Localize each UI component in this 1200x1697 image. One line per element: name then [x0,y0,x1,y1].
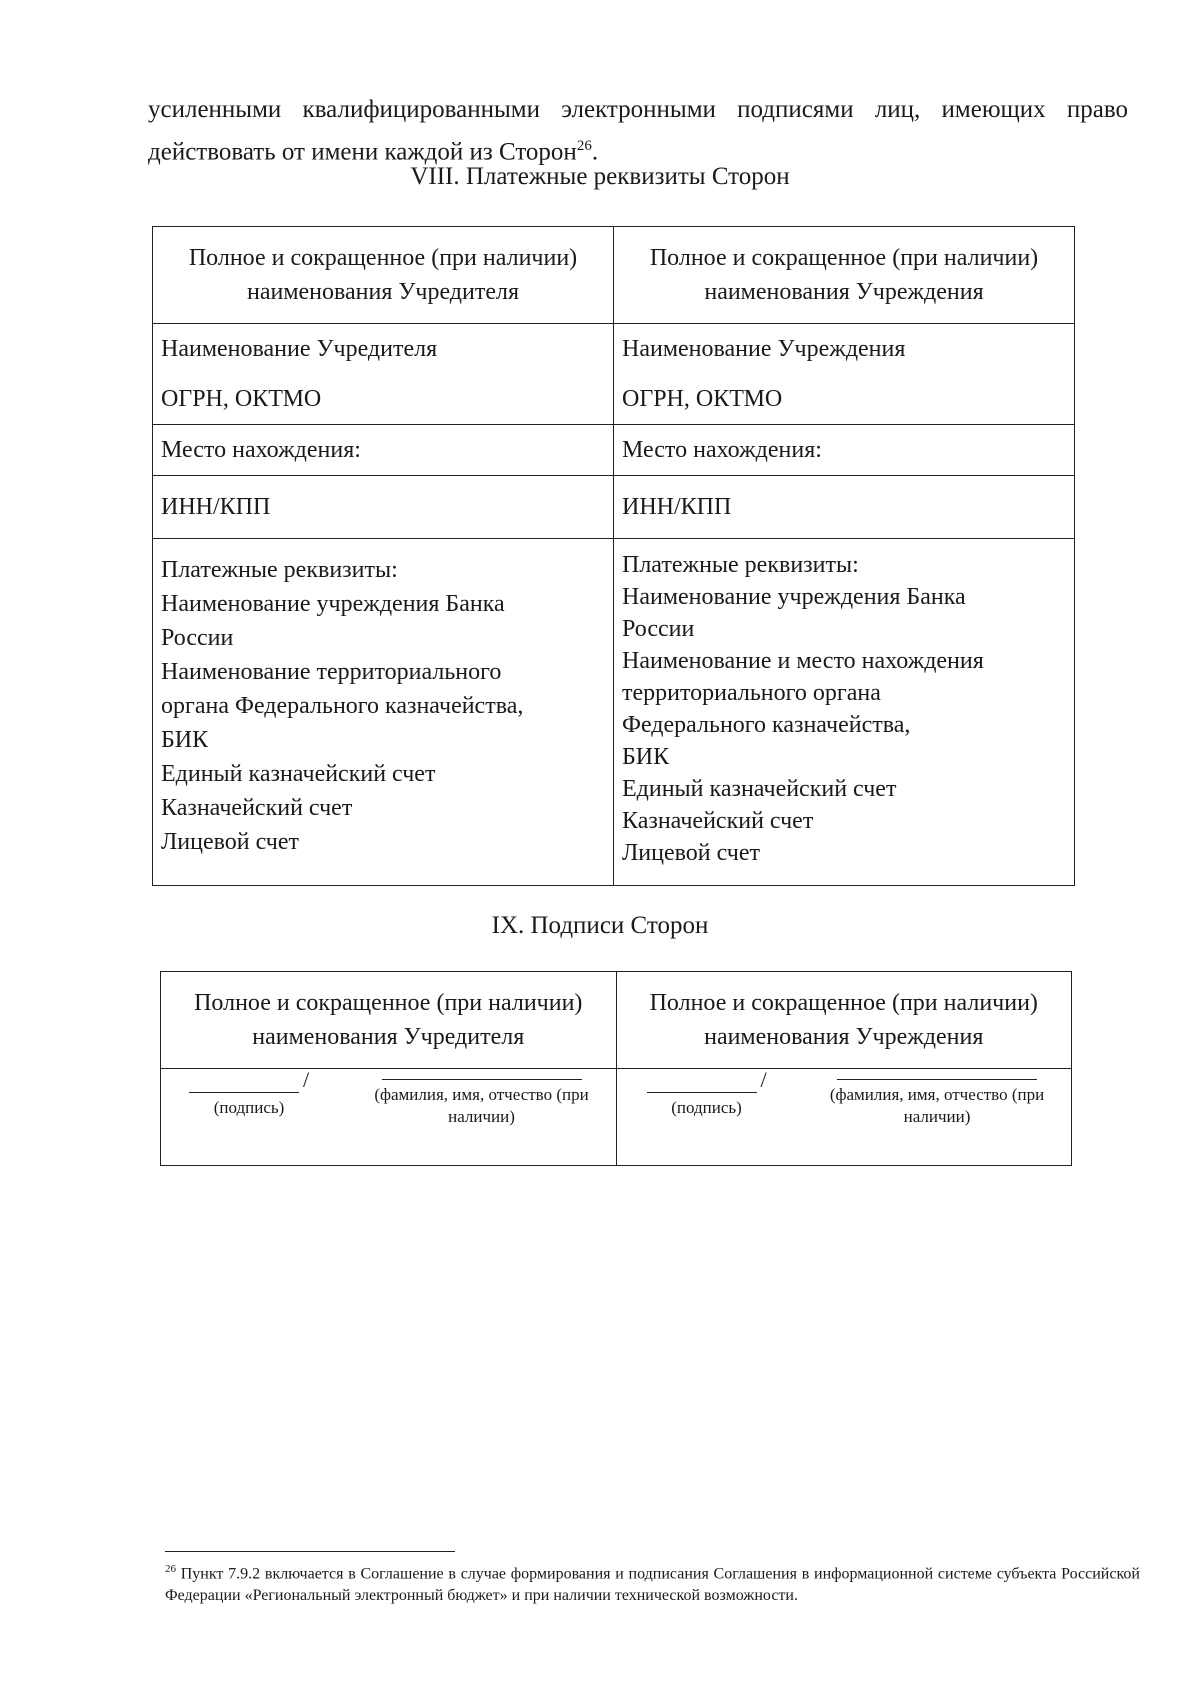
institution-header-cell: Полное и сокращенное (при наличии) наименования Учреждения [614,227,1075,324]
institution-requisites-line: Лицевой счет [622,840,761,866]
founder-requisites-line: Наименование территориального [161,659,502,685]
payment-requisites-table [152,226,1075,886]
institution-requisites-line: БИК [622,744,670,770]
founder-name-label: Наименование Учредителя [161,336,438,362]
institution-requisites-line: Платежные реквизиты: [622,552,859,578]
table-row [153,476,1075,539]
name-label: (фамилия, имя, отчество (при наличии) [374,1085,589,1126]
institution-requisites-line: Федерального казначейства, [622,712,911,738]
institution-signature-header: Полное и сокращенное (при наличии) наименования Учреждения [616,972,1072,1069]
founder-location-cell: Место нахождения: [153,425,614,476]
founder-requisites-line: органа Федерального казначейства, [161,693,524,719]
slash-separator: / [760,1067,767,1092]
footnote-text: Пункт 7.9.2 включается в Соглашение в случае формирования и подписания Соглашения в информационной системе субъекта Российской Федерации «Региональный электронный бюджет» и при наличии технической возможности. [165,1565,1140,1605]
signature-label: (подпись) [213,1098,285,1117]
table-row [161,972,1072,1069]
institution-inn-cell: ИНН/КПП [614,476,1075,539]
institution-requisites-line: территориального органа [622,680,881,706]
table-row [153,425,1075,476]
founder-inn-cell: ИНН/КПП [153,476,614,539]
founder-requisites-line: России [161,625,234,651]
founder-requisites-cell [153,539,614,886]
footnote-number: 26 [165,1563,176,1575]
section-8-heading: VIII. Платежные реквизиты Сторон [410,163,790,190]
signature-label: (подпись) [671,1098,742,1117]
signatures-table [160,971,1072,1166]
founder-requisites-line: Единый казначейский счет [161,761,436,787]
table-row [153,539,1075,886]
founder-requisites-line: Казначейский счет [161,795,353,821]
table-row [153,227,1075,324]
institution-requisites-line: Наименование и место нахождения [622,648,984,674]
slash-separator: / [303,1067,310,1092]
footnote-reference: 26 [576,138,592,154]
institution-name-cell [614,324,1075,425]
name-line [382,1079,582,1080]
institution-requisites-line: Единый казначейский счет [622,776,897,802]
footnote-divider [165,1551,455,1552]
founder-ogrn-label: ОГРН, ОКТМО [161,386,322,412]
founder-signature-field [189,1067,310,1119]
founder-name-cell [153,324,614,425]
founder-signature-header: Полное и сокращенное (при наличии) наименования Учредителя [161,972,617,1069]
footnote [165,1558,1140,1607]
name-label: (фамилия, имя, отчество (при наличии) [829,1085,1045,1126]
institution-ogrn-label: ОГРН, ОКТМО [622,386,783,412]
institution-requisites-line: России [622,616,695,642]
institution-signature-field [647,1067,767,1119]
table-row [161,1069,1072,1166]
institution-requisites-line: Наименование учреждения Банка [622,584,966,610]
founder-header-cell: Полное и сокращенное (при наличии) наименования Учредителя [153,227,614,324]
institution-name-field [827,1079,1047,1128]
institution-signature-cell [616,1069,1072,1166]
intro-end: . [591,138,599,166]
signature-line [189,1092,299,1093]
signature-line [647,1092,757,1093]
founder-requisites-line: Наименование учреждения Банка [161,591,505,617]
institution-requisites-cell [614,539,1075,886]
institution-requisites-line: Казначейский счет [622,808,814,834]
founder-signature-cell [161,1069,617,1166]
institution-name-label: Наименование Учреждения [622,336,906,362]
intro-text: усиленными квалифицированными электронными подписями лиц, имеющих право действовать от имени каждой из Сторон [148,96,1128,166]
founder-name-field [372,1079,592,1128]
founder-requisites-line: Лицевой счет [161,829,300,855]
institution-location-cell: Место нахождения: [614,425,1075,476]
name-line [837,1079,1037,1080]
table-row [153,324,1075,425]
intro-paragraph [148,92,1128,170]
founder-requisites-line: Платежные реквизиты: [161,557,398,583]
section-9-heading: IX. Подписи Сторон [491,912,709,939]
founder-requisites-line: БИК [161,727,209,753]
